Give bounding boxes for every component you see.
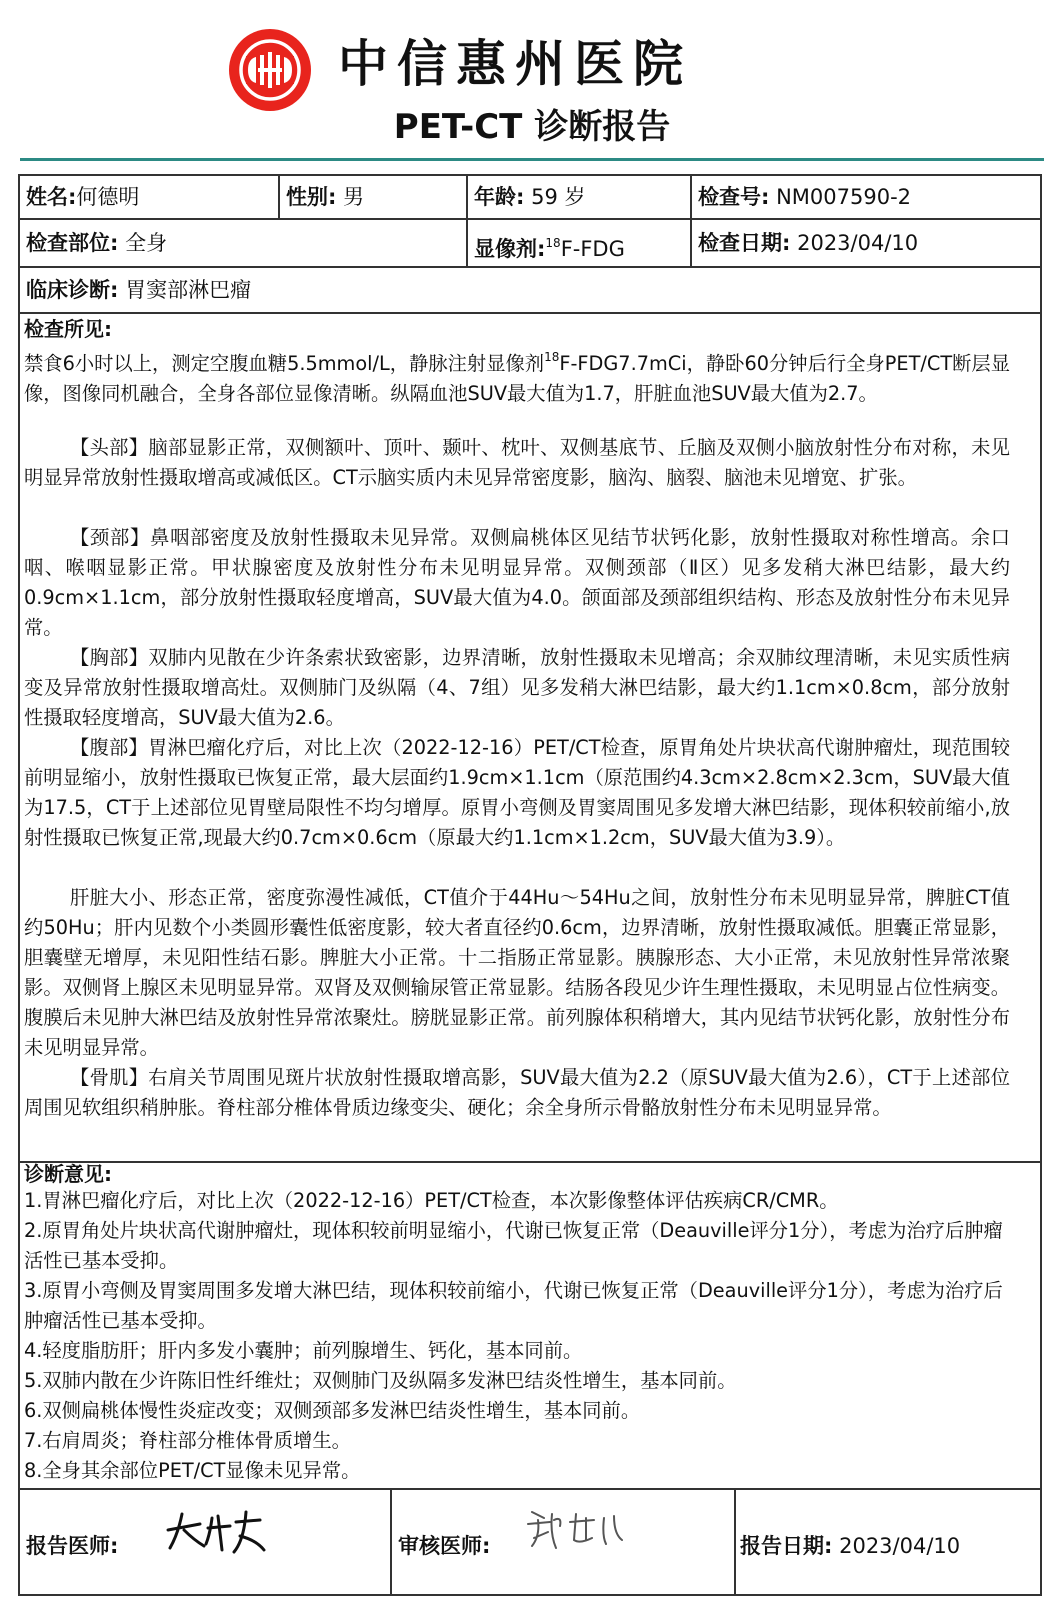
row-divider <box>20 1161 1040 1163</box>
diagnosis-item: 2.原胃角处片块状高代谢肿瘤灶，现体积较前明显缩小，代谢已恢复正常（Deauville评分1分），考虑为治疗后肿瘤活性已基本受抑。 <box>24 1219 1003 1272</box>
patient-name-cell <box>26 185 139 209</box>
row-divider <box>20 266 1040 268</box>
diagnosis-item: 1.胃淋巴瘤化疗后，对比上次（2022-12-16）PET/CT检查，本次影像整体评估疾病CR/CMR。 <box>24 1189 839 1212</box>
row-divider <box>20 1488 1040 1490</box>
hospital-logo <box>226 26 314 114</box>
exam-part: 全身 <box>125 231 168 255</box>
col-divider <box>278 176 280 218</box>
exam-number-label: 检查号: <box>698 185 770 209</box>
diagnosis-item: 8.全身其余部位PET/CT显像未见异常。 <box>24 1459 361 1482</box>
exam-number-cell <box>698 185 911 209</box>
findings-intro <box>24 342 1010 409</box>
row-divider <box>20 312 1040 314</box>
findings-bone: 【骨肌】右肩关节周围见斑片状放射性摄取增高影，SUV最大值为2.2（原SUV最大值为2.6），CT于上述部位周围见软组织稍肿胀。脊柱部分椎体骨质边缘变尖、硬化；余全身所示骨骼放射性分布未见明显异常。 <box>24 1066 1010 1119</box>
exam-date-label: 检查日期: <box>698 231 791 255</box>
col-divider <box>466 176 468 266</box>
patient-age-label: 年龄: <box>474 185 525 209</box>
clinical-diagnosis-label: 临床诊断: <box>26 278 119 302</box>
hospital-name: 中信惠州医院 <box>338 35 692 93</box>
reporter-label: 报告医师: <box>26 1534 119 1558</box>
findings-intro-a: 禁食6小时以上，测定空腹血糖5.5mmol/L，静脉注射显像剂 <box>24 352 545 375</box>
patient-sex-label: 性别: <box>286 185 337 209</box>
report-date: 2023/04/10 <box>839 1534 961 1558</box>
header-rule <box>20 158 1044 161</box>
findings-neck: 【颈部】鼻咽部密度及放射性摄取未见异常。双侧扁桃体区见结节状钙化影，放射性摄取对称性增高。余口咽、喉咽显影正常。甲状腺密度及放射性分布未见明显异常。双侧颈部（Ⅱ区）见多发稍大淋巴结影，最大约0.9cm×1.1cm，部分放射性摄取轻度增高，SUV最大值为4.0。颌面部及颈部组织结构、形态及放射性分布未见异常。 <box>24 526 1010 639</box>
col-divider <box>734 1488 736 1596</box>
patient-name: 何德明 <box>76 185 140 209</box>
reviewer-label: 审核医师: <box>398 1534 491 1558</box>
patient-sex: 男 <box>343 185 365 209</box>
exam-part-label: 检查部位: <box>26 231 119 255</box>
tracer-label: 显像剂: <box>474 237 546 261</box>
col-divider <box>690 176 692 266</box>
patient-sex-cell <box>286 185 364 209</box>
exam-date: 2023/04/10 <box>797 231 919 255</box>
report-header <box>0 0 1056 168</box>
patient-age-cell <box>474 185 586 209</box>
diagnosis-title: 诊断意见: <box>24 1162 112 1186</box>
findings-abdomen: 【腹部】胃淋巴瘤化疗后，对比上次（2022-12-16）PET/CT检查，原胃角处片块状高代谢肿瘤灶，现范围较前明显缩小，放射性摄取已恢复正常，最大层面约1.9cm×1.1cm（原范围约4.3cm×2.8cm×2.3cm，SUV最大值为17.5，CT于上述部位见胃壁局限性不均匀增厚。原胃小弯侧及胃窦周围见多发增大淋巴结影，现体积较前缩小,放射性摄取已恢复正常,现最大约0.7cm×0.6cm（原最大约1.1cm×1.2cm，SUV最大值为3.9）。 <box>24 736 1010 849</box>
row-divider <box>20 218 1040 220</box>
reporter-signature <box>160 1500 280 1560</box>
reviewer-signature <box>522 1500 632 1560</box>
findings-head: 【头部】脑部显影正常，双侧额叶、顶叶、颞叶、枕叶、双侧基底节、丘脑及双侧小脑放射性分布对称，未见明显异常放射性摄取增高或减低区。CT示脑实质内未见异常密度影，脑沟、脑裂、脑池未见增宽、扩张。 <box>24 436 1010 489</box>
clinical-diagnosis-cell <box>26 278 251 302</box>
tracer-cell <box>474 231 625 261</box>
report-date-cell <box>740 1534 960 1558</box>
findings-chest: 【胸部】双肺内见散在少许条索状致密影，边界清晰，放射性摄取未见增高；余双肺纹理清晰，未见实质性病变及异常放射性摄取增高灶。双侧肺门及纵隔（4、7组）见多发稍大淋巴结影，最大约1.1cm×0.8cm，部分放射性摄取轻度增高，SUV最大值为2.6。 <box>24 646 1010 729</box>
patient-age: 59 岁 <box>531 185 586 209</box>
tracer: F-FDG <box>560 237 625 261</box>
findings-title: 检查所见: <box>24 317 112 341</box>
exam-number: NM007590-2 <box>776 185 912 209</box>
diagnosis-item: 5.双肺内散在少许陈旧性纤维灶；双侧肺门及纵隔多发淋巴结炎性增生，基本同前。 <box>24 1369 737 1392</box>
diagnosis-item: 6.双侧扁桃体慢性炎症改变；双侧颈部多发淋巴结炎性增生，基本同前。 <box>24 1399 641 1422</box>
diagnosis-item: 4.轻度脂肪肝；肝内多发小囊肿；前列腺增生、钙化，基本同前。 <box>24 1339 583 1362</box>
diagnosis-item: 3.原胃小弯侧及胃窦周围多发增大淋巴结，现体积较前缩小，代谢已恢复正常（Deauville评分1分），考虑为治疗后肿瘤活性已基本受抑。 <box>24 1279 1003 1332</box>
tracer-isotope: 18 <box>545 236 561 250</box>
findings-liver: 肝脏大小、形态正常，密度弥漫性减低，CT值介于44Hu～54Hu之间，放射性分布未见明显异常，脾脏CT值约50Hu；肝内见数个小类圆形囊性低密度影，较大者直径约0.6cm，边界清晰，放射性摄取减低。胆囊正常显影，胆囊壁无增厚，未见阳性结石影。脾脏大小正常。十二指肠正常显影。胰腺形态、大小正常，未见放射性异常浓聚影。双侧肾上腺区未见明显异常。双肾及双侧输尿管正常显影。结肠各段见少许生理性摄取，未见明显占位性病变。腹膜后未见肿大淋巴结及放射性异常浓聚灶。膀胱显影正常。前列腺体积稍增大，其内见结节状钙化影，放射性分布未见明显异常。 <box>24 886 1010 1059</box>
diagnosis-item: 7.右肩周炎；脊柱部分椎体骨质增生。 <box>24 1429 351 1452</box>
exam-part-cell <box>26 231 167 255</box>
findings-intro-b: F-FDG7.7mCi，静卧60分钟后行全身PET/CT断层显像，图像同机融合，全身各部位显像清晰。纵隔血池SUV最大值为1.7，肝脏血池SUV最大值为2.7。 <box>24 352 1010 405</box>
clinical-diagnosis: 胃窦部淋巴瘤 <box>125 278 252 302</box>
report-date-label: 报告日期: <box>740 1534 833 1558</box>
findings-intro-isotope: 18 <box>544 350 560 364</box>
col-divider <box>390 1488 392 1596</box>
report-title: PET-CT 诊断报告 <box>393 107 671 147</box>
patient-name-label: 姓名: <box>26 185 77 209</box>
exam-date-cell <box>698 231 918 255</box>
